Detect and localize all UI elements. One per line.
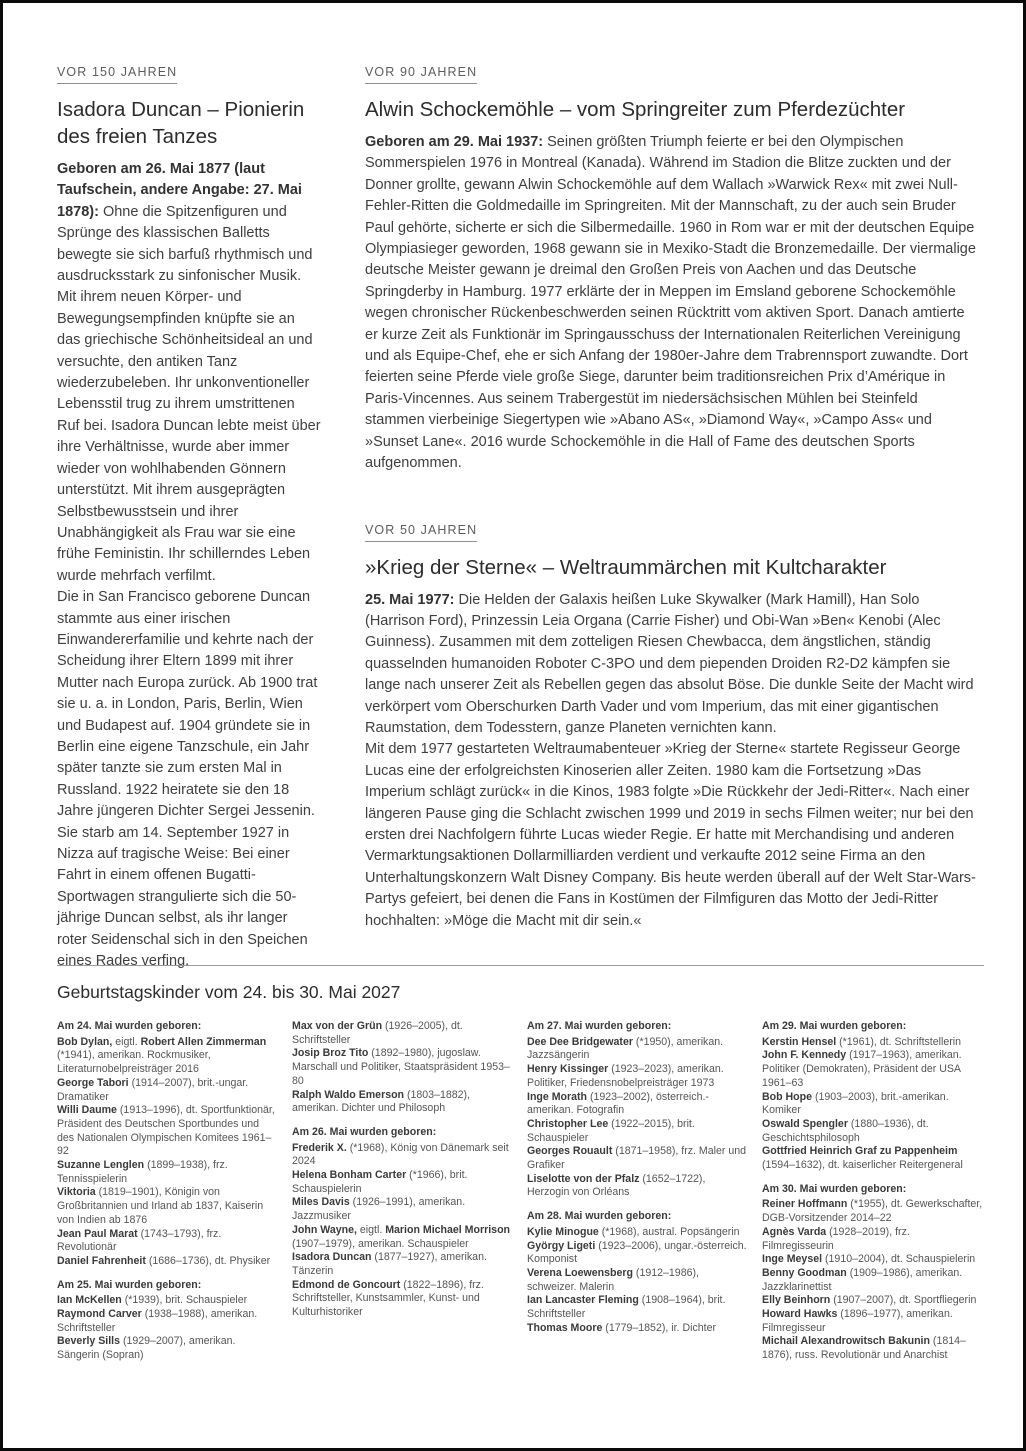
- birthday-person-info: (1923–2006), ungar.-österreich. Komponist: [527, 1239, 747, 1266]
- article-paragraph: Geboren am 29. Mai 1937: Seinen größten Triumph feierte er bei den Olympischen Sommerspielen 1976 in Montreal (Kanada). Während im Stadion die Blitze zuckten und der Donner grollte, gewann Alwin Schockemöhle auf dem Wallach »Warwick Rex« mit zwei Null-Fehler-Ritten die Goldmedaille im Springreiten. Mit der Mannschaft, zu der auch sein Bruder Paul gehörte, sicherte er sich die Silbermedaille. 1960 in Rom war er mit der deutschen Equipe Olympiasieger geworden, 1968 gewann sie in Mexiko-Stadt die Bronzemedaille. Der viermalige deutsche Meister gewann je dreimal den Großen Preis von Aachen und das Deutsche Springderby in Hamburg. 1977 erklärte der in Meppen im Emsland geborene Schockemöhle wegen chronischer Rückenbeschwerden seinen Rücktritt vom aktiven Sport. Danach amtierte er kurze Zeit als Funktionär im Springausschuss der Internationalen Reiterlichen Vereinigung und als Equipe-Chef, ehe er sich Anfang der 1980er-Jahre dem Trabrennsport zuwandte. Dort feierten seine Pferde viele große Siege, darunter beim traditionsreichen Prix d’Amérique in Paris-Vincennes. Aus seinem Trabergestüt im niedersächsischen Mühlen bei Steinfeld stammen vierbeinige Siegertypen wie »Abano AS«, »Diamond Way«, »Campo Ass« und »Sunset Lane«. 2016 wurde Schockemöhle in die Hall of Fame des deutschen Sports aufgenommen.: [365, 134, 976, 472]
- birthday-person-info: (1779–1852), ir. Dichter: [602, 1321, 716, 1334]
- birthday-person-info: (1938–1988), amerikan. Schriftsteller: [57, 1308, 258, 1334]
- birthday-entry: [527, 1267, 749, 1294]
- birthday-person-info: (1917–1963), amerikan. Politiker (Demokraten), Präsident der USA 1961–63: [762, 1049, 962, 1089]
- birthday-entry: [527, 1226, 749, 1240]
- birthday-group-header: Am 25. Mai wurden geboren:: [57, 1278, 202, 1291]
- birthday-entry: [57, 1308, 279, 1335]
- birthday-person-info: (1909–1986), amerikan. Jazzklarinettist: [762, 1266, 963, 1293]
- birthday-person-name: John Wayne,: [292, 1223, 357, 1236]
- article-paragraph: Geboren am 26. Mai 1877 (laut Taufschein, andere Angabe: 27. Mai 1878): Ohne die Spitzenfiguren und Sprünge des klassischen Balletts bewegte sie sich barfuß rhythmisch und ausdrucksstark zu sinfonischer Musik. Mit ihrem neuen Körper- und Bewegungsempfinden knüpfte sie an das griechische Schönheitsideal an und versuchte, den antiken Tanz wiederzubeleben. Ihr unkonventioneller Lebensstil trug zu ihrem umstrittenen Ruf bei. Isadora Duncan lebte meist über ihre Verhältnisse, wurde aber immer wieder von wohlhabenden Gönnern unterstützt. Mit ihrem ausgeprägten Selbstbewusstsein und ihrer Unabhängigkeit als Frau war sie eine frühe Feministin. Ihr schillerndes Leben wurde mehrfach verfilmt.: [57, 161, 321, 584]
- article-paragraph: Die in San Francisco geborene Duncan stammte aus einer irischen Einwandererfamilie und kehrte nach der Scheidung ihrer Eltern 1899 mit ihrer Mutter nach Europa zurück. Ab 1900 trat sie u. a. in London, Paris, Berlin, Wien und Budapest auf. 1904 gründete sie in Berlin eine eigene Tanzschule, ein Jahr später tanzte sie zum ersten Mal in Russland. 1922 heiratete sie den 18 Jahre jüngeren Dichter Sergei Jessenin. Sie starb am 14. September 1927 in Nizza auf tragische Weise: Bei einer Fahrt in einem offenen Bugatti-Sportwagen strangulierte sich die 50-jährige Duncan selbst, als ihr langer roter Seidenschal sich in den Speichen eines Rades verfing.: [57, 589, 318, 970]
- birthday-person-info: (1908–1964), brit. Schriftsteller: [527, 1294, 726, 1321]
- birthday-entry: [762, 1145, 984, 1172]
- birthday-person-info: (1923–2023), amerikan. Politiker, Friedensnobelpreisträger 1973: [527, 1063, 724, 1089]
- birthday-person-name: György Ligeti: [527, 1239, 596, 1252]
- birthday-column: [292, 1020, 514, 1320]
- birthday-entry: [57, 1159, 279, 1186]
- birthday-entry: [762, 1118, 984, 1145]
- birthday-entry: [527, 1322, 749, 1336]
- birthday-person-info: (1928–2019), frz. Filmregisseurin: [762, 1225, 910, 1252]
- birthday-person-name: Elly Beinhorn: [762, 1294, 831, 1307]
- birthday-entry: [292, 1279, 514, 1320]
- birthday-person-name: Dee Dee Bridgewater: [527, 1035, 633, 1048]
- birthday-entry: [292, 1089, 514, 1116]
- birthday-person-info: eigtl.: [112, 1035, 141, 1048]
- article-lead: Geboren am 29. Mai 1937:: [365, 134, 548, 150]
- birthday-person-info: (1914–2007), brit.-ungar. Dramatiker: [57, 1076, 249, 1103]
- birthday-person-info: (*1961), dt. Schriftstellerin: [836, 1035, 962, 1048]
- section-divider: [57, 965, 984, 966]
- birthday-person-name: Ian Lancaster Fleming: [527, 1294, 639, 1307]
- article-title: Isadora Duncan – Pionierin des freien Tanzes: [57, 98, 305, 148]
- article-title: »Krieg der Sterne« – Weltraummärchen mit Kultcharakter: [365, 555, 887, 579]
- birthday-person-info: (*1950), amerikan. Jazzsängerin: [527, 1035, 724, 1062]
- birthday-person-name: Ian McKellen: [57, 1294, 122, 1307]
- article-paragraph: Mit dem 1977 gestarteten Weltraumabenteuer »Krieg der Sterne« startete Regisseur George Lucas eine der erfolgreichsten Kinoserien aller Zeiten. 1980 kam die Fortsetzung »Das Imperium schlägt zurück« in die Kinos, 1983 folgte »Die Rückkehr der Jedi-Ritter«. Nach einer längeren Pause ging die Schlacht zwischen 1999 und 2019 in sechs Filmen weiter; nur bei den ersten drei Nachfolgern führte Lucas wieder Regie. Er hatte mit Merchandising und anderen Vermarktungsaktionen Dollarmilliarden verdient und verkaufte 2012 seine Firma an den Unterhaltungskonzern Walt Disney Company. Bis heute werden überall auf der Welt Star-Wars-Partys gefeiert, bei denen die Fans in Kostümen der Filmfiguren das Motto der Jedi-Ritter hochhalten: »Möge die Macht mit dir sein.«: [365, 741, 976, 929]
- birthday-person-info: (1877–1927), amerikan. Tänzerin: [292, 1251, 487, 1277]
- birthday-entry: [292, 1196, 514, 1223]
- birthday-person-name: Suzanne Lenglen: [57, 1159, 145, 1172]
- birthday-columns: [57, 1020, 984, 1363]
- birthday-person-info: (1814–1876), russ. Revolutionär und Anarchist: [762, 1335, 966, 1362]
- birthday-person-name: Kylie Minogue: [527, 1225, 599, 1238]
- birthday-person-name: Daniel Fahrenheit: [57, 1254, 146, 1267]
- kicker-vor-90-jahren: VOR 90 JAHREN: [365, 65, 477, 84]
- birthday-entry: [527, 1173, 749, 1200]
- birthday-person-name: Georges Rouault: [527, 1145, 613, 1158]
- birthday-entry: [527, 1294, 749, 1321]
- article-paragraph: 25. Mai 1977: Die Helden der Galaxis heißen Luke Skywalker (Mark Hamill), Han Solo (Harrison Ford), Prinzessin Leia Organa (Carrie Fisher) und Obi-Wan »Ben« Kenobi (Alec Guinness). Zusammen mit dem zotteligen Riesen Chewbacca, dem ängstlichen, ständig quasselnden humanoiden Roboter C-3PO und dem piependen Droiden R2-D2 kämpfen sie lange nach unserer Zeit als Rebellen gegen das absolut Böse. Die dunkle Seite der Macht wird verkörpert vom Oberschurken Darth Vader und vom Imperium, das mit einer gigantischen Raumstation, dem Todesstern, ganze Planeten vernichten kann.: [365, 591, 974, 736]
- birthday-entry: [292, 1020, 514, 1047]
- birthday-column: [527, 1020, 749, 1335]
- article-lead: Geboren am 26. Mai 1877 (laut Taufschein, andere Angabe: 27. Mai 1878):: [57, 161, 302, 220]
- birthday-person-info: (1926–1991), amerikan. Jazzmusiker: [292, 1196, 466, 1223]
- birthday-person-name: Viktoria: [57, 1186, 96, 1199]
- birthday-person-info: (1912–1986), schweizer. Malerin: [527, 1266, 699, 1293]
- birthday-entry: [762, 1335, 984, 1362]
- birthday-person-name: Jean Paul Marat: [57, 1227, 138, 1240]
- birthday-person-name: Marion Michael Morrison: [385, 1223, 511, 1236]
- birthday-person-info: (1913–1996), dt. Sportfunktionär, Präsident des Deutschen Sportbundes und des Nationalen Olympischen Komitees 1961–92: [57, 1104, 275, 1158]
- birthday-person-info: (1743–1793), frz. Revolutionär: [57, 1227, 222, 1254]
- birthday-entry: [57, 1255, 279, 1269]
- birthday-person-name: Bob Dylan,: [57, 1035, 113, 1048]
- birthday-person-info: (*1941), amerikan. Rockmusiker, Literaturnobelpreisträger 2016: [57, 1049, 211, 1076]
- birthday-entry: [57, 1335, 279, 1362]
- birthday-person-name: Raymond Carver: [57, 1308, 142, 1321]
- birthday-entry: [527, 1145, 749, 1172]
- birthday-entry: [527, 1091, 749, 1118]
- article-body: [365, 132, 981, 475]
- article-lead: 25. Mai 1977:: [365, 591, 459, 608]
- birthday-entry: [527, 1118, 749, 1145]
- birthday-person-name: Willi Daume: [57, 1104, 117, 1117]
- right-column: [365, 63, 981, 932]
- birthday-person-name: Liselotte von der Pfalz: [527, 1172, 640, 1185]
- birthday-person-info: (1871–1958), frz. Maler und Grafiker: [527, 1145, 747, 1172]
- birthday-person-info: (1929–2007), amerikan. Sängerin (Sopran): [57, 1335, 236, 1362]
- birthday-entry: [292, 1224, 514, 1251]
- birthday-entry: [762, 1091, 984, 1118]
- birthday-entry: [762, 1226, 984, 1253]
- birthday-person-info: (*1966), brit. Schauspielerin: [292, 1169, 468, 1195]
- birthday-person-name: Bob Hope: [762, 1090, 813, 1103]
- birthday-person-info: (1880–1936), dt. Geschichtsphilosoph: [762, 1117, 929, 1144]
- birthday-entry: [527, 1036, 749, 1063]
- article-alwin-schockemoehle: [365, 63, 981, 475]
- birthday-entry: [762, 1049, 984, 1090]
- birthday-entry: [57, 1294, 279, 1308]
- birthday-group-header: Am 29. Mai wurden geboren:: [762, 1020, 907, 1032]
- birthday-person-name: Miles Davis: [292, 1196, 350, 1209]
- birthday-person-name: Inge Morath: [527, 1090, 588, 1103]
- birthday-entry: [57, 1036, 279, 1077]
- birthday-group-header: Am 27. Mai wurden geboren:: [527, 1020, 672, 1032]
- article-isadora-duncan: [57, 63, 321, 972]
- birthday-person-name: Kerstin Hensel: [762, 1035, 837, 1048]
- birthdays-section: [57, 965, 984, 1363]
- birthday-person-name: Christopher Lee: [527, 1117, 609, 1130]
- birthday-person-info: (1899–1938), frz. Tennisspielerin: [57, 1159, 228, 1185]
- birthday-person-info: (1907–1979), amerikan. Schauspieler: [292, 1237, 469, 1250]
- birthday-person-name: Gottfried Heinrich Graf zu Pappenheim: [762, 1145, 958, 1158]
- birthday-entry: [292, 1251, 514, 1278]
- birthday-person-info: (1652–1722), Herzogin von Orléans: [527, 1172, 706, 1199]
- birthday-group-header: Am 28. Mai wurden geboren:: [527, 1210, 672, 1223]
- birthday-person-info: (1926–2005), dt. Schriftsteller: [292, 1020, 463, 1046]
- birthday-person-info: (1903–2003), brit.-amerikan. Komiker: [762, 1090, 949, 1117]
- birthday-person-info: (1923–2002), österreich.-amerikan. Fotografin: [527, 1090, 709, 1117]
- birthday-entry: [292, 1169, 514, 1196]
- birthday-entry: [292, 1142, 514, 1169]
- birthday-entry: [527, 1240, 749, 1267]
- birthday-entry: [57, 1228, 279, 1255]
- birthday-person-name: Michail Alexandrowitsch Bakunin: [762, 1335, 930, 1348]
- birthday-person-info: (1922–2015), brit. Schauspieler: [527, 1117, 695, 1144]
- birthday-person-info: (1819–1901), Königin von Großbritannien und Irland ab 1837, Kaiserin von Indien ab 1876: [57, 1186, 264, 1226]
- birthday-person-name: Agnès Varda: [762, 1225, 827, 1238]
- article-title: Alwin Schockemöhle – vom Springreiter zum Pferdezüchter: [365, 98, 906, 121]
- birthday-person-name: Verena Loewensberg: [527, 1266, 633, 1279]
- birthday-person-name: Howard Hawks: [762, 1308, 838, 1321]
- birthday-person-info: (*1968), austral. Popsängerin: [598, 1225, 740, 1238]
- left-column: [57, 63, 321, 972]
- article-body: [365, 590, 981, 933]
- kicker-vor-150-jahren: VOR 150 JAHREN: [57, 65, 177, 84]
- birthday-person-name: Edmond de Goncourt: [292, 1278, 401, 1291]
- birthday-group-header: Am 26. Mai wurden geboren:: [292, 1125, 437, 1138]
- birthday-person-info: (1910–2004), dt. Schauspielerin: [822, 1253, 976, 1266]
- birthday-entry: [762, 1253, 984, 1267]
- birthday-person-info: (*1968), König von Dänemark seit 2024: [292, 1141, 509, 1168]
- birthday-group-header: Am 30. Mai wurden geboren:: [762, 1182, 907, 1195]
- birthday-person-name: Beverly Sills: [57, 1335, 121, 1348]
- birthday-entry: [57, 1077, 279, 1104]
- birthday-entry: [762, 1198, 984, 1225]
- birthday-person-name: Robert Allen Zimmerman: [140, 1035, 267, 1048]
- birthday-entry: [762, 1308, 984, 1335]
- birthday-person-name: Henry Kissinger: [527, 1063, 609, 1076]
- birthday-entry: [57, 1104, 279, 1159]
- birthday-person-name: Reiner Hoffmann: [762, 1198, 848, 1211]
- birthdays-title: Geburtstagskinder vom 24. bis 30. Mai 2027: [57, 982, 401, 1002]
- birthday-entry: [292, 1047, 514, 1088]
- birthday-person-info: (1896–1977), amerikan. Filmregisseur: [762, 1308, 953, 1334]
- birthday-person-name: Benny Goodman: [762, 1266, 847, 1279]
- birthday-person-info: (1822–1896), frz. Schriftsteller, Kunstsammler, Kunst- und Kulturhistoriker: [292, 1278, 484, 1319]
- birthday-column: [57, 1020, 279, 1363]
- birthday-person-name: John F. Kennedy: [762, 1049, 847, 1062]
- birthday-entry: [762, 1267, 984, 1294]
- birthday-entry: [762, 1294, 984, 1308]
- birthday-person-info: (1803–1882), amerikan. Dichter und Philosoph: [292, 1088, 470, 1115]
- birthday-person-name: Frederik X.: [292, 1141, 347, 1154]
- article-body: [57, 159, 321, 972]
- birthday-person-name: Inge Meysel: [762, 1253, 823, 1266]
- birthday-person-info: (*1955), dt. Gewerkschafter, DGB-Vorsitzender 2014–22: [762, 1198, 983, 1225]
- birthday-person-info: (*1939), brit. Schauspieler: [121, 1294, 248, 1307]
- birthday-person-name: Josip Broz Tito: [292, 1047, 369, 1060]
- birthday-person-name: Max von der Grün: [292, 1020, 383, 1032]
- birthday-entry: [57, 1186, 279, 1227]
- birthday-person-info: eigtl.: [356, 1223, 386, 1236]
- birthday-person-name: Isadora Duncan: [292, 1251, 372, 1264]
- birthday-entry: [762, 1036, 984, 1050]
- birthday-entry: [527, 1063, 749, 1090]
- birthday-person-info: (1594–1632), dt. kaiserlicher Reitergeneral: [762, 1159, 963, 1172]
- birthday-person-name: Thomas Moore: [527, 1321, 603, 1334]
- birthday-group-header: Am 24. Mai wurden geboren:: [57, 1020, 202, 1032]
- birthday-person-info: (1907–2007), dt. Sportfliegerin: [830, 1294, 977, 1307]
- birthday-person-info: (1892–1980), jugoslaw. Marschall und Politiker, Staatspräsident 1953–80: [292, 1047, 510, 1087]
- birthday-person-name: George Tabori: [57, 1076, 129, 1089]
- birthday-person-name: Ralph Waldo Emerson: [292, 1088, 405, 1101]
- birthday-person-name: Oswald Spengler: [762, 1117, 848, 1130]
- birthday-column: [762, 1020, 984, 1363]
- kicker-vor-50-jahren: VOR 50 JAHREN: [365, 523, 477, 542]
- article-krieg-der-sterne: [365, 521, 981, 933]
- birthday-person-name: Helena Bonham Carter: [292, 1169, 407, 1182]
- birthday-person-info: (1686–1736), dt. Physiker: [145, 1254, 271, 1267]
